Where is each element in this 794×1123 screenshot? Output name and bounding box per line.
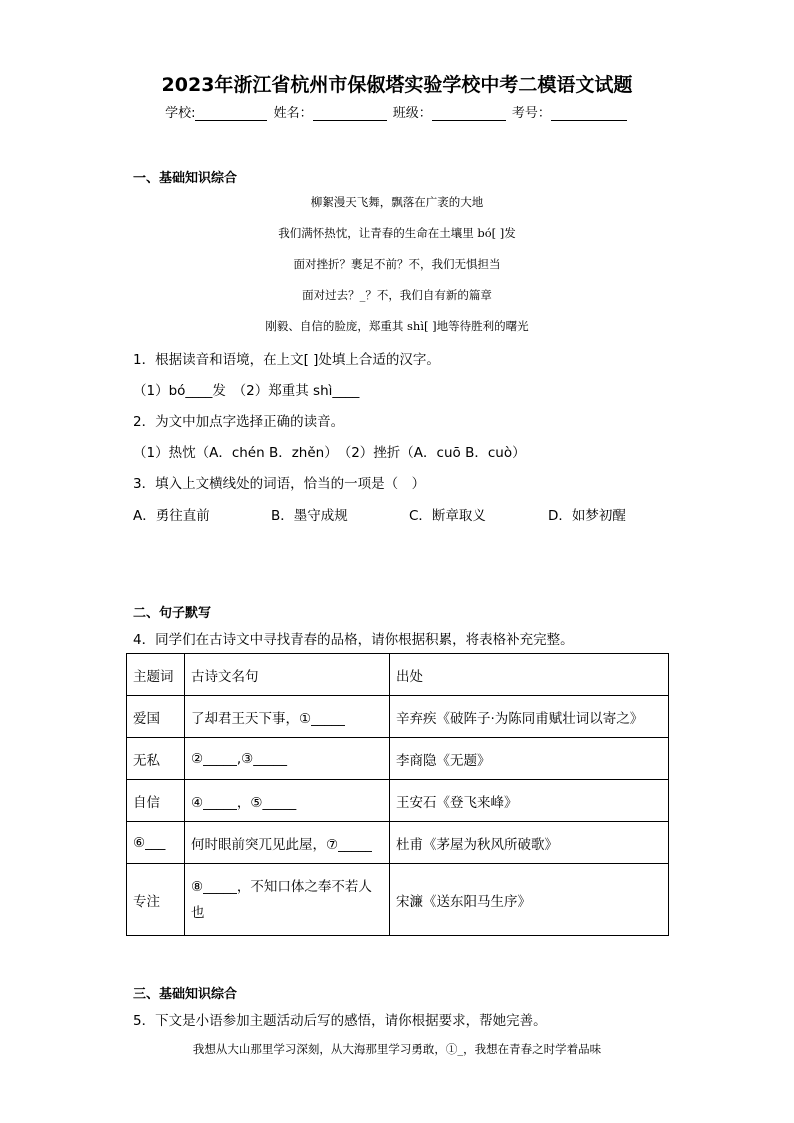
poem-line: 面对过去？_？不，我们自有新的篇章 [302,288,492,302]
table-cell: ②_____,③_____ [185,738,390,780]
table-cell: ④_____，⑤_____ [185,780,390,822]
table-row [127,780,669,822]
id-blank [551,107,627,121]
question-4: 4．同学们在古诗文中寻找青春的品格，请你根据积累，将表格补充完整。 [133,632,574,648]
table-cell: 辛弃疾《破阵子·为陈同甫赋壮词以寄之》 [390,696,669,738]
table-cell: 杜甫《茅屋为秋风所破歌》 [390,822,669,864]
student-info-line [0,102,794,121]
table-cell: 何时眼前突兀见此屋，⑦_____ [185,822,390,864]
question-1-options: （1）bó____发 （2）郑重其 shì____ [133,383,360,399]
choice-c: C．断章取义 [409,508,486,524]
table-cell: 无私 [127,738,185,780]
table-row [127,696,669,738]
section1-heading: 一、基础知识综合 [133,171,238,186]
poetry-table [126,653,669,936]
table-cell: 王安石《登飞来峰》 [390,780,669,822]
poem-line: 刚毅、自信的脸庞，郑重其 shì[ ]地等待胜利的曙光 [265,319,529,333]
section3-heading: 三、基础知识综合 [133,987,238,1002]
poem-line: 柳絮漫天飞舞，飘落在广袤的大地 [310,195,484,209]
poem-line: 我们满怀热忱，让青春的生命在土壤里 bó[ ]发 [278,226,516,240]
question-2: 2．为文中加点字选择正确的读音。 [133,414,345,430]
table-header-row [127,654,669,696]
class-label: 班级： [392,106,432,121]
class-blank [432,107,506,121]
passage-line: 我想从大山那里学习深刻，从大海那里学习勇敢，①_，我想在青春之时学着品味 [192,1042,602,1056]
table-row [127,864,669,936]
page-title: 2023年浙江省杭州市保俶塔实验学校中考二模语文试题 [161,74,633,96]
table-cell: 爱国 [127,696,185,738]
table-cell: ⑥___ [127,822,185,864]
choice-d: D．如梦初醒 [548,508,626,524]
id-label: 考号： [511,106,551,121]
question-1: 1．根据读音和语境，在上文[ ]处填上合适的汉字。 [133,352,440,368]
table-header-cell: 主题词 [127,654,185,696]
table-header-cell: 古诗文名句 [185,654,390,696]
name-blank [313,107,387,121]
table-cell: 宋濂《送东阳马生序》 [390,864,669,936]
question-5: 5．下文是小语参加主题活动后写的感悟，请你根据要求，帮她完善。 [133,1013,547,1029]
table-cell: ⑧_____，不知口体之奉不若人也 [185,864,390,936]
poem-line: 面对挫折？裹足不前？不，我们无惧担当 [293,257,501,271]
choice-a: A．勇往直前 [133,508,210,524]
table-row [127,738,669,780]
table-cell: 了却君王天下事，①_____ [185,696,390,738]
table-row [127,822,669,864]
table-cell: 自信 [127,780,185,822]
table-cell: 专注 [127,864,185,936]
question-3: 3．填入上文横线处的词语，恰当的一项是（ ） [133,476,426,492]
section2-heading: 二、句子默写 [133,606,212,621]
question-2-options: （1）热忱（A．chén B．zhěn） （2）挫折（A．cuō B．cuò） [133,445,526,461]
choice-b: B．墨守成规 [271,508,348,524]
name-label: 姓名： [273,106,313,121]
table-cell: 李商隐《无题》 [390,738,669,780]
table-header-cell: 出处 [390,654,669,696]
school-blank [195,107,267,121]
school-label: 学校: [165,106,196,121]
